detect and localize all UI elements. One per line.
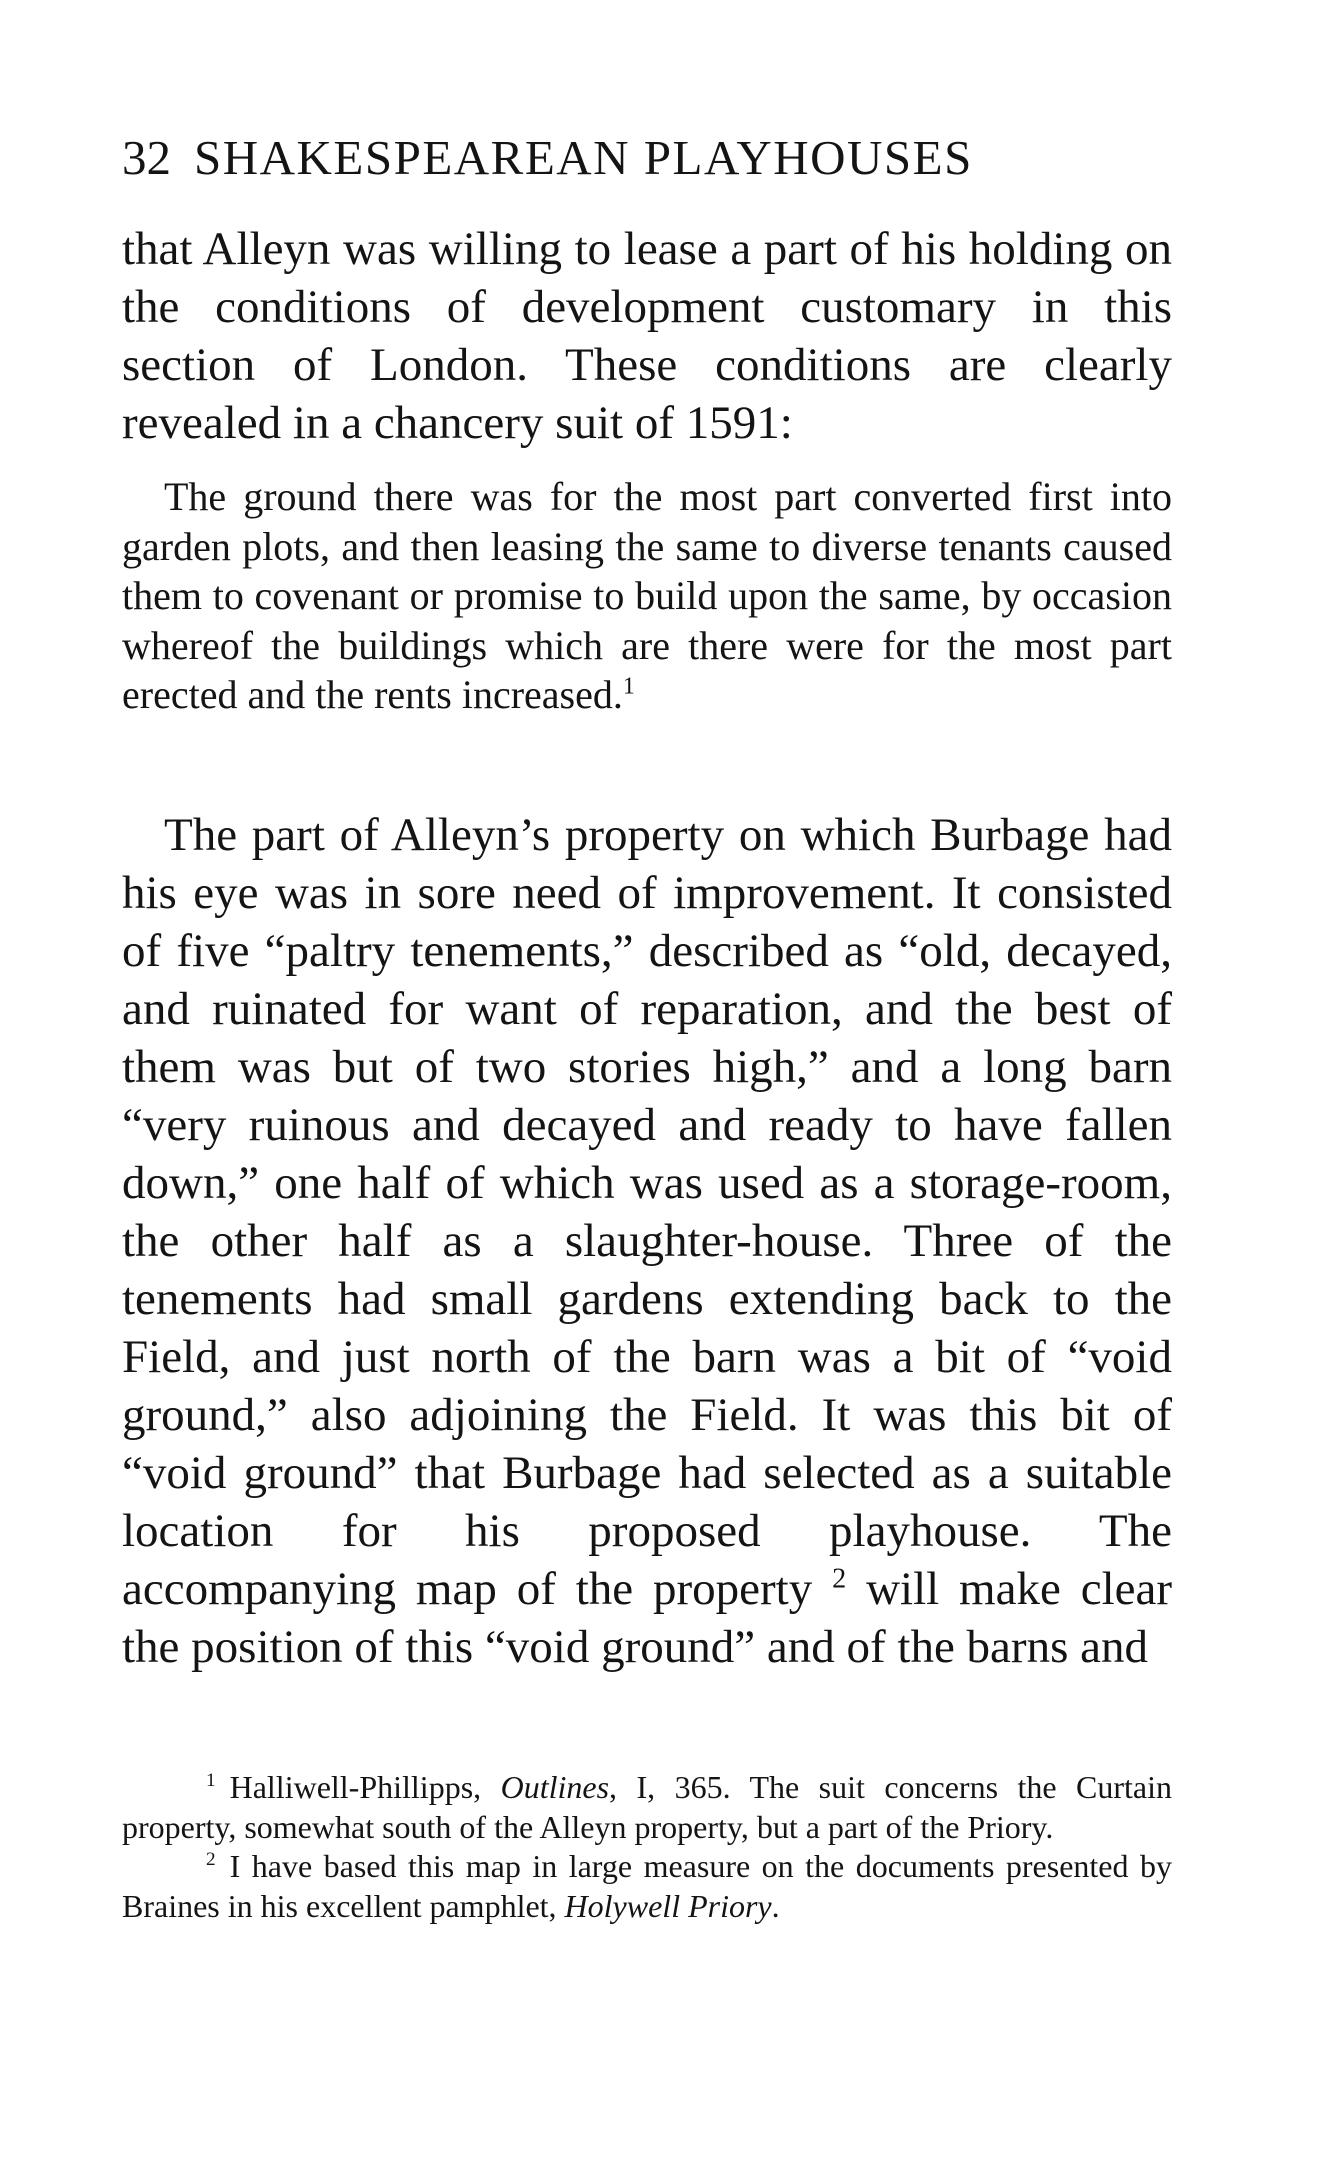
block-quote — [122, 472, 1172, 720]
footnote-1-text-a: Halliwell-Phillipps, — [229, 1769, 501, 1805]
block-quote-text: The ground there was for the most part converted first into garden plots, and then leasing the same to diverse tenants caused them to covenant or promise to build upon the same, by occasion whereof the buildings which are there were for the most part erected and the rents increased. — [122, 474, 1172, 717]
footnote-ref-1[interactable]: 1 — [622, 673, 635, 700]
footnote-1-title: Outlines — [500, 1769, 610, 1805]
footnote-2-text-a: I have based this map in large measure on the documents presented by Braines in his excellent pamphlet, — [122, 1848, 1172, 1924]
running-title: SHAKESPEAREAN PLAYHOUSES — [194, 130, 973, 185]
paragraph-2 — [122, 806, 1172, 1676]
page-number: 32 — [122, 130, 171, 185]
footnote-1: $^1$ Halliwell-Phillipps, Outlines, I, 365. The suit concerns the Curtain property, somewhat south of the Alleyn property, but a part of the Priory. — [122, 1769, 1173, 1845]
paragraph-1: that Alleyn was willing to lease a part of his holding on the conditions of development customary in this section of London. These conditions are clearly revealed in a chancery suit of 1591: — [122, 223, 1172, 449]
footnote-2-text-b: . — [771, 1887, 780, 1924]
footnotes — [122, 1768, 1172, 1926]
paragraph-2-text-b: will make clear the position of this “void ground” and of the barns and — [122, 1563, 1172, 1673]
running-head — [122, 128, 1172, 188]
footnote-2: $^2$ I have based this map in large measure on the documents presented by Braines in his excellent pamphlet, Holywell Priory. — [122, 1848, 1172, 1924]
footnote-1-text-b: , I, 365. The suit concerns the Curtain property, somewhat south of the Alleyn property, but a part of the Priory. — [122, 1769, 1173, 1845]
footnote-ref-2[interactable]: 2 — [832, 1563, 847, 1595]
footnote-2-title: Holywell Priory — [564, 1887, 772, 1924]
paragraph-2-text-a: The part of Alleyn’s property on which Burbage had his eye was in sore need of improvement. It consisted of five “paltry tenements,” described as “old, decayed, and ruinated for want of reparation, and the best of them was but of two stories high,” and a long barn “very ruinous and decayed and ready to have fallen down,” one half of which was used as a storage-room, the other half as a slaughter-house. Three of the tenements had small gardens extending back to the Field, and just north of the barn was a bit of “void ground,” also adjoining the Field. It was this bit of “void ground” that Burbage had selected as a suitable location for his proposed playhouse. The accompanying map of the property — [122, 809, 1172, 1615]
